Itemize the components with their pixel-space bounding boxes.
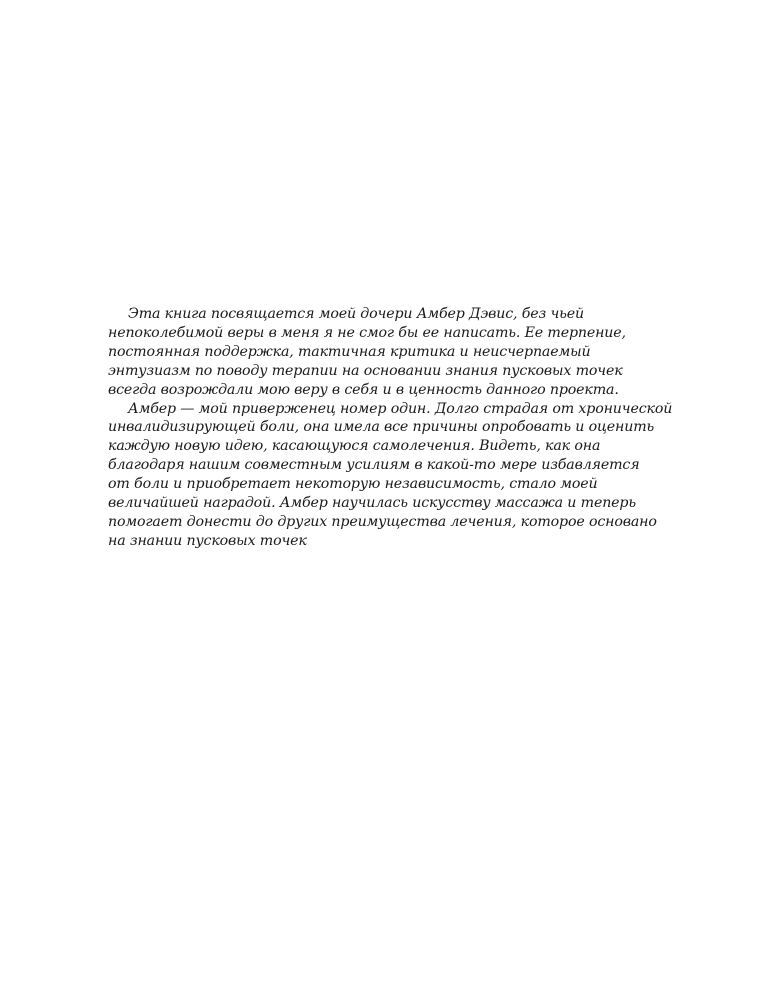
text-line: постоянная поддержка, тактичная критика и неисчерпаемый	[108, 343, 591, 360]
text-line: инвалидизирующей боли, она имела все причины опробовать и оценить	[108, 419, 655, 436]
text-line: Амбер — мой приверженец номер один. Долго страдая от хронической	[128, 400, 673, 417]
text-line: величайшей наградой. Амбер научилась искусству массажа и теперь	[108, 495, 636, 512]
text-line: благодаря нашим совместным усилиям в какой-то мере избавляется	[108, 457, 640, 474]
text-line: от боли и приобретает некоторую независимость, стало моей	[108, 476, 598, 493]
text-line: непоколебимой веры в меня я не смог бы ее написать. Ее терпение,	[108, 324, 626, 341]
text-line: всегда возрождали мою веру в себя и в ценность данного проекта.	[108, 381, 619, 398]
text-line: Эта книга посвящается моей дочери Амбер Дэвис, без чьей	[128, 306, 584, 322]
text-line: энтузиазм по поводу терапии на основании знания пусковых точек	[108, 362, 623, 379]
text-line: каждую новую идею, касающуюся самолечения. Видеть, как она	[108, 438, 601, 455]
dedication-text	[108, 305, 673, 551]
paragraph-1	[108, 305, 628, 400]
text-line: помогает донести до других преимущества лечения, которое основано	[108, 513, 657, 530]
text-line: на знании пусковых точек	[108, 532, 307, 549]
paragraph-2	[108, 400, 673, 551]
